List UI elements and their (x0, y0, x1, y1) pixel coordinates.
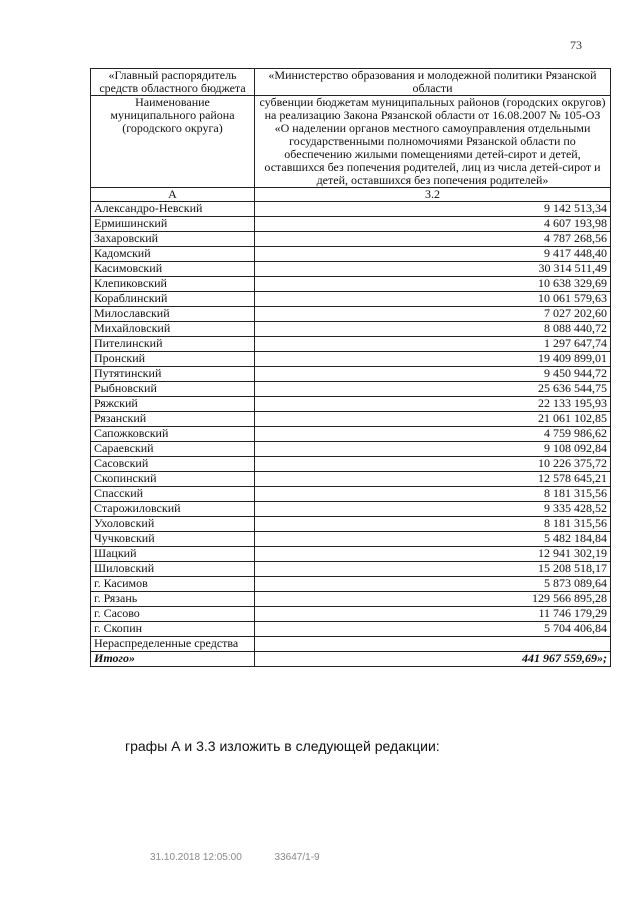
amendment-note: графы А и 3.3 изложить в следующей редакции: (125, 738, 440, 754)
amount-cell: 10 061 579,63 (255, 292, 611, 307)
total-row (91, 652, 611, 667)
amount-cell: 1 297 647,74 (255, 337, 611, 352)
district-name-cell: г. Касимов (91, 577, 255, 592)
table-row (91, 292, 611, 307)
district-name-cell: Касимовский (91, 262, 255, 277)
header-row-description (91, 96, 611, 188)
district-name-cell: Пронский (91, 352, 255, 367)
table-row (91, 277, 611, 292)
table-row (91, 232, 611, 247)
amount-cell: 11 746 179,29 (255, 607, 611, 622)
table-row (91, 427, 611, 442)
table-row (91, 562, 611, 577)
column-index-row (91, 188, 611, 202)
district-name-cell: Сапожковский (91, 427, 255, 442)
amount-cell: 15 208 518,17 (255, 562, 611, 577)
table-row (91, 337, 611, 352)
amount-cell: 25 636 544,75 (255, 382, 611, 397)
header-cell-subvention-description: субвенции бюджетам муниципальных районов (городских округов) на реализацию Закона Рязанской области от 16.08.2007 № 105-ОЗ «О наделении органов местного самоуправления отдельными государственными полномочиями Рязанской области по обеспечению жилыми помещениями детей-сирот и детей, оставшихся без попечения родителей, лиц из числа детей-сирот и детей, оставшихся без попечения родителей» (255, 96, 611, 188)
table-row (91, 547, 611, 562)
table-row (91, 307, 611, 322)
table-row (91, 217, 611, 232)
table-row (91, 622, 611, 637)
table-row (91, 577, 611, 592)
district-name-cell: Клепиковский (91, 277, 255, 292)
amount-cell: 5 704 406,84 (255, 622, 611, 637)
amount-cell: 21 061 102,85 (255, 412, 611, 427)
table-row (91, 502, 611, 517)
amount-cell: 5 873 089,64 (255, 577, 611, 592)
amount-cell: 8 181 315,56 (255, 487, 611, 502)
column-index-b: 3.2 (255, 188, 611, 202)
amount-cell: 9 142 513,34 (255, 202, 611, 217)
district-name-cell: Ухоловский (91, 517, 255, 532)
budget-table (90, 68, 611, 667)
table-row (91, 247, 611, 262)
amount-cell: 4 759 986,62 (255, 427, 611, 442)
table-row (91, 517, 611, 532)
table-row (91, 202, 611, 217)
table-row (91, 532, 611, 547)
amount-cell: 9 417 448,40 (255, 247, 611, 262)
district-name-cell: Рязанский (91, 412, 255, 427)
district-name-cell: Михайловский (91, 322, 255, 337)
table-row (91, 487, 611, 502)
column-index-a: А (91, 188, 255, 202)
district-name-cell: Кораблинский (91, 292, 255, 307)
total-value: 441 967 559,69»; (255, 652, 611, 667)
table-row (91, 637, 611, 652)
table-row (91, 442, 611, 457)
amount-cell: 22 133 195,93 (255, 397, 611, 412)
district-name-cell: Спасский (91, 487, 255, 502)
amount-cell: 7 027 202,60 (255, 307, 611, 322)
table-row (91, 607, 611, 622)
district-name-cell: г. Рязань (91, 592, 255, 607)
table-row (91, 397, 611, 412)
district-name-cell: Пителинский (91, 337, 255, 352)
district-name-cell: Ермишинский (91, 217, 255, 232)
district-name-cell: Милославский (91, 307, 255, 322)
district-name-cell: Путятинский (91, 367, 255, 382)
header-cell-ministry: «Министерство образования и молодежной политики Рязанской области (255, 69, 611, 96)
table-row (91, 367, 611, 382)
district-name-cell: Нераспределенные средства (91, 637, 255, 652)
district-name-cell: Скопинский (91, 472, 255, 487)
district-name-cell: Захаровский (91, 232, 255, 247)
table-row (91, 472, 611, 487)
total-label: Итого» (91, 652, 255, 667)
table-row (91, 592, 611, 607)
table-row (91, 262, 611, 277)
amount-cell: 4 607 193,98 (255, 217, 611, 232)
amount-cell: 12 578 645,21 (255, 472, 611, 487)
district-name-cell: Рыбновский (91, 382, 255, 397)
table-row (91, 412, 611, 427)
table-row (91, 322, 611, 337)
header-cell-district-name-label: Наименование муниципального района (городского округа) (91, 96, 255, 188)
district-name-cell: Чучковский (91, 532, 255, 547)
header-row-distributor (91, 69, 611, 96)
amount-cell: 10 638 329,69 (255, 277, 611, 292)
amount-cell: 10 226 375,72 (255, 457, 611, 472)
amount-cell: 30 314 511,49 (255, 262, 611, 277)
district-name-cell: Сараевский (91, 442, 255, 457)
district-name-cell: Шацкий (91, 547, 255, 562)
footer (150, 852, 350, 863)
amount-cell: 5 482 184,84 (255, 532, 611, 547)
page-number: 73 (570, 38, 582, 52)
footer-timestamp: 31.10.2018 12:05:00 (150, 852, 242, 863)
table-row (91, 382, 611, 397)
district-name-cell: Ряжский (91, 397, 255, 412)
district-name-cell: г. Скопин (91, 622, 255, 637)
amount-cell: 9 108 092,84 (255, 442, 611, 457)
district-name-cell: Александро-Невский (91, 202, 255, 217)
district-name-cell: Шиловский (91, 562, 255, 577)
district-name-cell: Сасовский (91, 457, 255, 472)
amount-cell: 4 787 268,56 (255, 232, 611, 247)
table-row (91, 457, 611, 472)
footer-doc-id: 33647/1-9 (274, 852, 320, 863)
amount-cell: 19 409 899,01 (255, 352, 611, 367)
amount-cell: 9 450 944,72 (255, 367, 611, 382)
district-name-cell: Кадомский (91, 247, 255, 262)
table-row (91, 352, 611, 367)
district-name-cell: г. Сасово (91, 607, 255, 622)
amount-cell: 8 181 315,56 (255, 517, 611, 532)
amount-cell: 129 566 895,28 (255, 592, 611, 607)
amount-cell: 9 335 428,52 (255, 502, 611, 517)
amount-cell (255, 637, 611, 652)
amount-cell: 8 088 440,72 (255, 322, 611, 337)
district-name-cell: Старожиловский (91, 502, 255, 517)
amount-cell: 12 941 302,19 (255, 547, 611, 562)
header-cell-distributor-label: «Главный распорядитель средств областного бюджета (91, 69, 255, 96)
